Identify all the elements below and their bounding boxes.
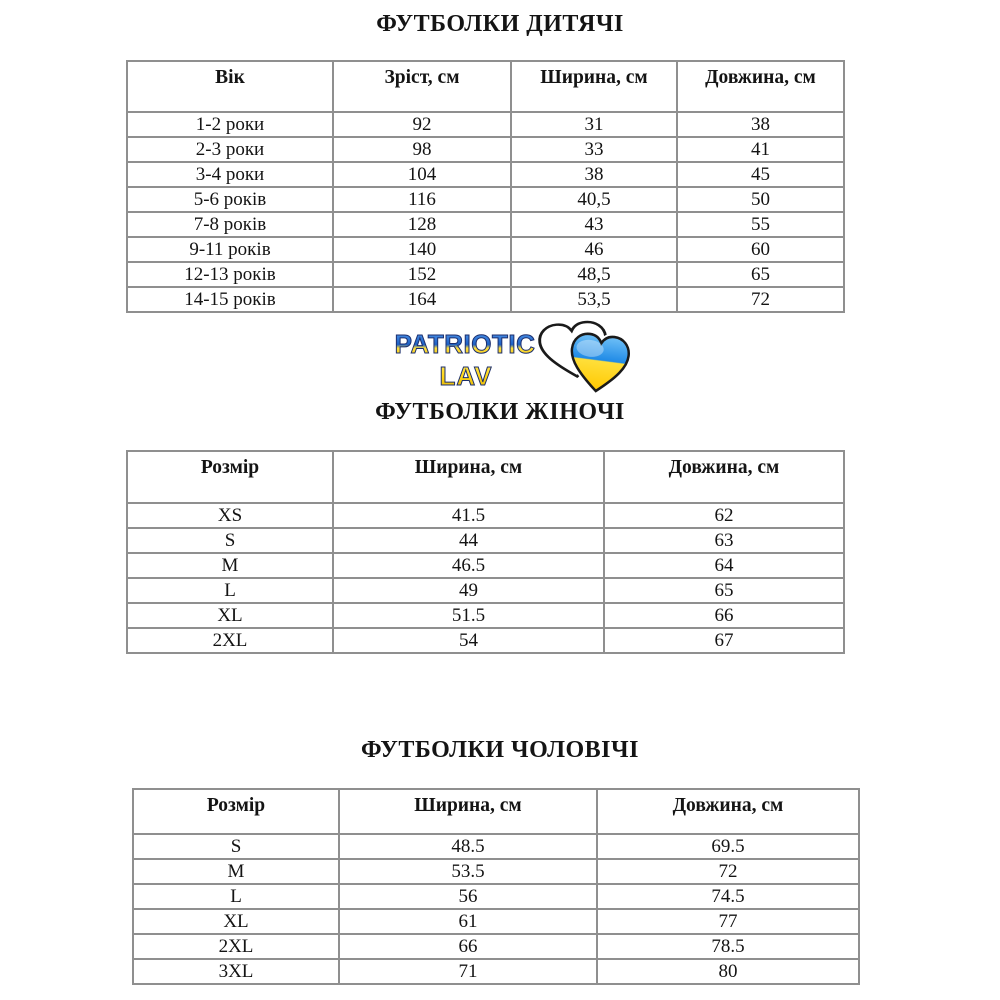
table-cell: 53.5 [339, 859, 597, 884]
header-row [127, 451, 844, 503]
table-cell: 3XL [133, 959, 339, 984]
section-title-women: ФУТБОЛКИ ЖІНОЧІ [375, 399, 625, 425]
table-cell: S [127, 528, 333, 553]
table-cell: 65 [604, 578, 844, 603]
table-cell: S [133, 834, 339, 859]
table-cell: 60 [677, 237, 844, 262]
table-row [127, 137, 844, 162]
table-cell: 46 [511, 237, 677, 262]
table-cell: 40,5 [511, 187, 677, 212]
table-row [127, 237, 844, 262]
table-row [133, 884, 859, 909]
table-cell: 46.5 [333, 553, 604, 578]
table-cell: 49 [333, 578, 604, 603]
table-cell: XL [133, 909, 339, 934]
table-cell: 71 [339, 959, 597, 984]
table-cell: 1-2 роки [127, 112, 333, 137]
table-cell: 38 [677, 112, 844, 137]
table-row [133, 959, 859, 984]
table-cell: 164 [333, 287, 511, 312]
logo-text-patriotic: PATRIOTIC [394, 329, 536, 359]
table-cell: XL [127, 603, 333, 628]
table-cell: 152 [333, 262, 511, 287]
table-row [127, 112, 844, 137]
header-row [133, 789, 859, 834]
table-row [127, 187, 844, 212]
table-cell: 41 [677, 137, 844, 162]
men-size-table [132, 788, 860, 985]
patriotic-lav-logo [388, 320, 638, 398]
column-header: Ширина, см [511, 61, 677, 112]
table-cell: 92 [333, 112, 511, 137]
table-cell: 66 [339, 934, 597, 959]
table-cell: 31 [511, 112, 677, 137]
table-cell: 5-6 років [127, 187, 333, 212]
table-cell: 48.5 [339, 834, 597, 859]
table-cell: 116 [333, 187, 511, 212]
table-row [127, 262, 844, 287]
table-cell: XS [127, 503, 333, 528]
table-row [133, 859, 859, 884]
women-size-table [126, 450, 845, 654]
table-cell: 140 [333, 237, 511, 262]
table-cell: 98 [333, 137, 511, 162]
table-row [127, 628, 844, 653]
column-header: Вік [127, 61, 333, 112]
table-cell: 104 [333, 162, 511, 187]
table-cell: 50 [677, 187, 844, 212]
table-cell: 80 [597, 959, 859, 984]
table-cell: M [133, 859, 339, 884]
table-cell: 61 [339, 909, 597, 934]
table-cell: 2XL [133, 934, 339, 959]
table-row [133, 909, 859, 934]
table-cell: 9-11 років [127, 237, 333, 262]
header-row [127, 61, 844, 112]
column-header: Ширина, см [333, 451, 604, 503]
section-title-children: ФУТБОЛКИ ДИТЯЧІ [376, 11, 624, 37]
table-cell: 2-3 роки [127, 137, 333, 162]
table-cell: 53,5 [511, 287, 677, 312]
column-header: Розмір [133, 789, 339, 834]
table-cell: 12-13 років [127, 262, 333, 287]
table-row [127, 603, 844, 628]
table-cell: 78.5 [597, 934, 859, 959]
table-cell: 64 [604, 553, 844, 578]
table-cell: 33 [511, 137, 677, 162]
table-cell: 63 [604, 528, 844, 553]
children-size-table [126, 60, 845, 313]
table-cell: L [133, 884, 339, 909]
column-header: Довжина, см [597, 789, 859, 834]
table-cell: M [127, 553, 333, 578]
table-cell: 44 [333, 528, 604, 553]
table-cell: 45 [677, 162, 844, 187]
ukraine-flag-heart-icon [567, 332, 630, 395]
table-cell: 54 [333, 628, 604, 653]
table-cell: 72 [597, 859, 859, 884]
table-cell: 65 [677, 262, 844, 287]
table-row [127, 578, 844, 603]
column-header: Зріст, см [333, 61, 511, 112]
table-row [127, 212, 844, 237]
column-header: Довжина, см [604, 451, 844, 503]
table-cell: 77 [597, 909, 859, 934]
table-row [127, 553, 844, 578]
table-cell: 2XL [127, 628, 333, 653]
column-header: Розмір [127, 451, 333, 503]
table-row [127, 503, 844, 528]
table-cell: 48,5 [511, 262, 677, 287]
table-cell: 69.5 [597, 834, 859, 859]
table-cell: 56 [339, 884, 597, 909]
table-cell: 7-8 років [127, 212, 333, 237]
table-cell: 14-15 років [127, 287, 333, 312]
table-cell: 38 [511, 162, 677, 187]
table-cell: 41.5 [333, 503, 604, 528]
column-header: Ширина, см [339, 789, 597, 834]
table-cell: 55 [677, 212, 844, 237]
table-row [133, 934, 859, 959]
column-header: Довжина, см [677, 61, 844, 112]
table-cell: L [127, 578, 333, 603]
table-cell: 66 [604, 603, 844, 628]
table-cell: 62 [604, 503, 844, 528]
table-cell: 74.5 [597, 884, 859, 909]
table-row [127, 287, 844, 312]
table-cell: 43 [511, 212, 677, 237]
table-cell: 51.5 [333, 603, 604, 628]
table-cell: 72 [677, 287, 844, 312]
logo-text-lav: LAV [439, 361, 493, 391]
table-cell: 3-4 роки [127, 162, 333, 187]
table-row [127, 162, 844, 187]
table-cell: 128 [333, 212, 511, 237]
section-title-men: ФУТБОЛКИ ЧОЛОВІЧІ [361, 737, 639, 763]
table-cell: 67 [604, 628, 844, 653]
table-row [127, 528, 844, 553]
table-row [133, 834, 859, 859]
